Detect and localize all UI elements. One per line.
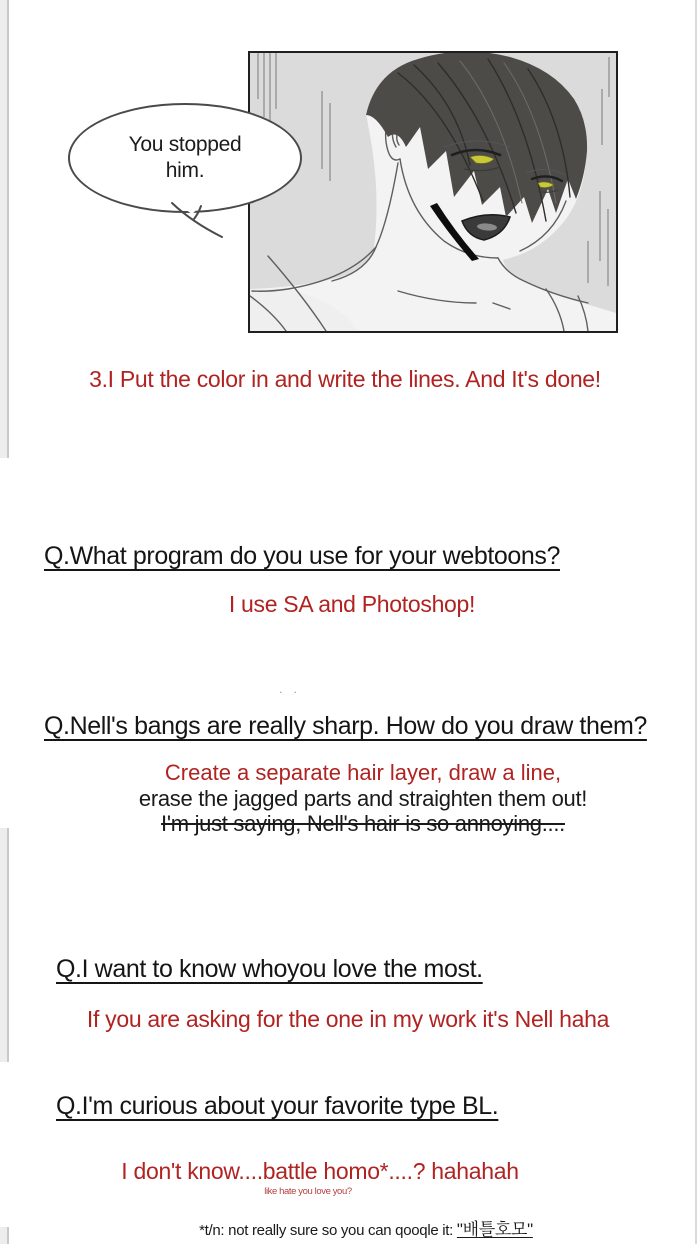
- answer-4: I don't know....battle homo*....? hahahah: [121, 1158, 519, 1184]
- comic-panel: [248, 51, 618, 333]
- page-edge-right: [695, 0, 697, 1244]
- answer-3: If you are asking for the one in my work it's Nell haha: [86, 1006, 610, 1032]
- speech-bubble-tail: [152, 200, 236, 244]
- answer-2-line1: Create a separate hair layer, draw a line,: [164, 760, 562, 785]
- question-1: Q.What program do you use for your webtoons?: [44, 542, 561, 570]
- answer-1: I use SA and Photoshop!: [228, 591, 476, 617]
- question-4: Q.I'm curious about your favorite type BL.: [56, 1092, 499, 1120]
- character-illustration: [250, 53, 616, 331]
- footnote: [16, 1215, 700, 1240]
- footnote-korean: "배틀호모": [456, 1220, 533, 1239]
- bubble-text-line2: him.: [165, 159, 205, 182]
- answer-2-block: [13, 760, 700, 837]
- speech-bubble: [68, 103, 302, 213]
- answer-2-line2: erase the jagged parts and straighten them out!: [138, 785, 588, 811]
- stray-dots: . .: [279, 682, 302, 696]
- question-2: Q.Nell's bangs are really sharp. How do you draw them?: [44, 712, 647, 740]
- answer-4-sub: like hate you love you?: [264, 1186, 352, 1197]
- question-3: Q.I want to know whoyou love the most.: [56, 955, 483, 983]
- footnote-text: *t/n: not really sure so you can qooqle it:: [199, 1222, 457, 1239]
- page-edge-left-bottom: [0, 1227, 9, 1244]
- answer-2-line3: I'm just saying, Nell's hair is so annoying....: [161, 811, 565, 836]
- bubble-text-line1: You stopped: [128, 133, 242, 156]
- caption-step3: 3.I Put the color in and write the lines. And It's done!: [89, 366, 601, 392]
